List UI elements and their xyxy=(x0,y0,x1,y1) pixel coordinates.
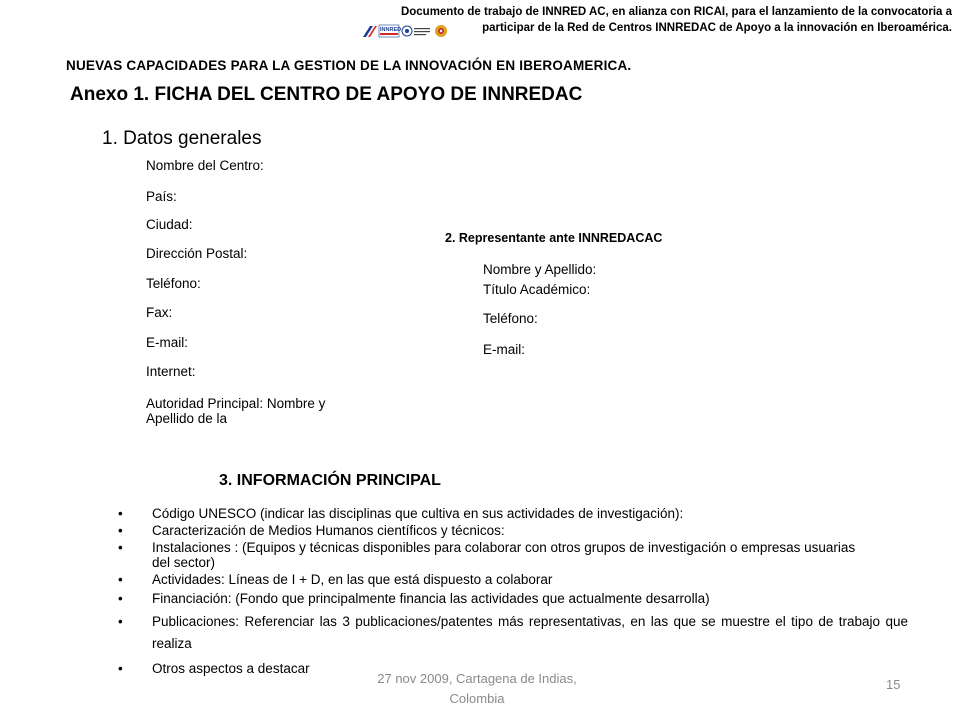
bullet-icon: • xyxy=(118,572,123,587)
emblem-icon xyxy=(435,25,447,37)
field-autoridad-principal: Autoridad Principal: Nombre y xyxy=(146,396,326,411)
section-3-title: 3. INFORMACIÓN PRINCIPAL xyxy=(219,472,441,489)
list-item xyxy=(118,611,908,655)
list-item xyxy=(118,540,908,570)
rep-field-nombre: Nombre y Apellido: xyxy=(483,262,597,277)
list-item xyxy=(118,572,908,587)
bullet-icon: • xyxy=(118,506,123,521)
list-item-text: Publicaciones: Referenciar las 3 publicaciones/patentes más representativas, en las que se muestre el tipo de trabajo que realiza xyxy=(152,614,908,651)
list-item-text: Otros aspectos a destacar xyxy=(152,661,310,676)
annex-title: Anexo 1. FICHA DEL CENTRO DE APOYO DE INNREDAC xyxy=(70,84,583,105)
field-autoridad-principal-cont: Apellido de la xyxy=(146,411,228,426)
info-list xyxy=(118,506,908,676)
main-heading: NUEVAS CAPACIDADES PARA LA GESTION DE LA INNOVACIÓN EN IBEROAMERICA. xyxy=(66,58,632,73)
footer-place-date: 27 nov 2009, Cartagena de Indias, Colombia xyxy=(377,671,577,706)
list-item-text: Actividades: Líneas de I + D, en las que está dispuesto a colaborar xyxy=(152,572,553,587)
field-ciudad: Ciudad: xyxy=(146,217,193,232)
field-pais: País: xyxy=(146,189,177,204)
list-item-text: Código UNESCO (indicar las disciplinas que cultiva en sus actividades de investigación): xyxy=(152,506,684,521)
field-internet: Internet: xyxy=(146,364,196,379)
bullet-icon: • xyxy=(118,591,123,606)
list-item-text: Instalaciones : (Equipos y técnicas disponibles para colaborar con otros grupos de investigación o empresas usuarias del sector) xyxy=(152,540,856,570)
bullet-icon: • xyxy=(118,523,123,538)
list-item xyxy=(118,591,908,606)
slide-number: 15 xyxy=(886,677,901,692)
list-item xyxy=(118,506,908,521)
partner-logos xyxy=(362,22,454,38)
header-note xyxy=(401,4,952,36)
list-item-text: Caracterización de Medios Humanos científicos y técnicos: xyxy=(152,523,505,538)
innred-logo-icon xyxy=(363,25,401,37)
rep-field-titulo: Título Académico: xyxy=(483,282,591,297)
field-telefono: Teléfono: xyxy=(146,276,201,291)
logo-text: INNRED xyxy=(380,27,402,33)
ricai-logo-icon xyxy=(402,26,430,36)
field-nombre-del-centro: Nombre del Centro: xyxy=(146,158,264,173)
header-note-line-1: Documento de trabajo de INNRED AC, en alianza con RICAI, para el lanzamiento de la convocatoria a xyxy=(400,6,952,18)
bullet-icon: • xyxy=(118,661,123,676)
rep-field-email: E-mail: xyxy=(483,342,526,357)
section-1-title: 1. Datos generales xyxy=(102,128,262,149)
field-email: E-mail: xyxy=(146,335,189,350)
list-item-text: Financiación: (Fondo que principalmente financia las actividades que actualmente desarrolla) xyxy=(152,591,710,606)
field-direccion-postal: Dirección Postal: xyxy=(146,246,248,261)
list-item xyxy=(118,523,908,538)
field-fax: Fax: xyxy=(146,305,173,320)
header-note-line-2: participar de la Red de Centros INNREDAC de Apoyo a la innovación en Iberoamérica. xyxy=(482,22,952,34)
rep-field-telefono: Teléfono: xyxy=(483,311,538,326)
bullet-icon: • xyxy=(118,540,123,555)
bullet-icon: • xyxy=(118,614,123,629)
section-2-title: 2. Representante ante INNREDACAC xyxy=(445,231,663,245)
